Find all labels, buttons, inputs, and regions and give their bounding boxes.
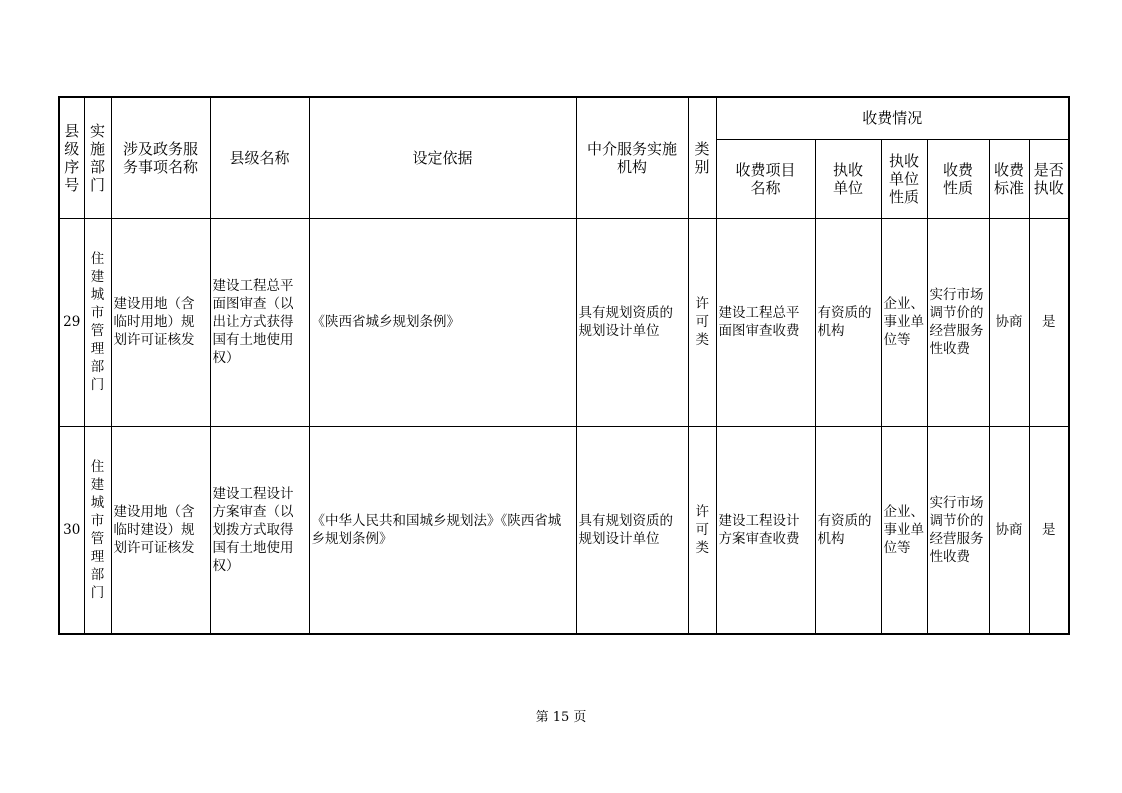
- row-fee-nature: 实行市场调节价的经营服务性收费: [927, 426, 989, 634]
- row-basis: 《陕西省城乡规划条例》: [309, 218, 576, 426]
- page-number: 第 15 页: [535, 710, 587, 725]
- row-exec-unit: 有资质的机构: [815, 426, 881, 634]
- header-exec-unit-nature: 执收单位性质: [881, 139, 927, 218]
- header-fee-nature: 收费性质: [927, 139, 989, 218]
- row-agency: 具有规划资质的规划设计单位: [576, 426, 688, 634]
- header-basis: 设定依据: [309, 97, 576, 218]
- header-fee-item: 收费项目名称: [716, 139, 815, 218]
- header-category: 类别: [688, 97, 716, 218]
- row-dept: 住建城市管理部门: [84, 426, 111, 634]
- row-county-name: 建设工程设计方案审查（以划拨方式取得国有土地使用权）: [210, 426, 309, 634]
- header-row-1: [59, 97, 1069, 139]
- row-collected: 是: [1029, 218, 1069, 426]
- header-collected: 是否执收: [1029, 139, 1069, 218]
- header-dept: 实施部门: [84, 97, 111, 218]
- table-row: [59, 218, 1069, 426]
- header-county-name: 县级名称: [210, 97, 309, 218]
- row-seq: 30: [59, 426, 84, 634]
- row-fee-standard: 协商: [989, 426, 1029, 634]
- row-seq: 29: [59, 218, 84, 426]
- header-county-seq: 县级序号: [59, 97, 84, 218]
- header-fee-standard: 收费标准: [989, 139, 1029, 218]
- row-service-item: 建设用地（含临时用地）规划许可证核发: [111, 218, 210, 426]
- header-exec-unit: 执收单位: [815, 139, 881, 218]
- row-collected: 是: [1029, 426, 1069, 634]
- header-service-item: 涉及政务服务事项名称: [111, 97, 210, 218]
- row-exec-unit: 有资质的机构: [815, 218, 881, 426]
- row-agency: 具有规划资质的规划设计单位: [576, 218, 688, 426]
- row-category: 许可类: [688, 218, 716, 426]
- row-basis: 《中华人民共和国城乡规划法》《陕西省城乡规划条例》: [309, 426, 576, 634]
- header-fee-group: 收费情况: [716, 97, 1069, 139]
- row-fee-standard: 协商: [989, 218, 1029, 426]
- row-county-name: 建设工程总平面图审查（以出让方式获得国有土地使用权）: [210, 218, 309, 426]
- row-fee-item: 建设工程设计方案审查收费: [716, 426, 815, 634]
- row-exec-unit-nature: 企业、事业单位等: [881, 426, 927, 634]
- header-agency: 中介服务实施机构: [576, 97, 688, 218]
- row-service-item: 建设用地（含临时建设）规划许可证核发: [111, 426, 210, 634]
- row-category: 许可类: [688, 426, 716, 634]
- row-exec-unit-nature: 企业、事业单位等: [881, 218, 927, 426]
- row-fee-item: 建设工程总平面图审查收费: [716, 218, 815, 426]
- fee-table: [58, 96, 1070, 635]
- table-row: [59, 426, 1069, 634]
- row-dept: 住建城市管理部门: [84, 218, 111, 426]
- row-fee-nature: 实行市场调节价的经营服务性收费: [927, 218, 989, 426]
